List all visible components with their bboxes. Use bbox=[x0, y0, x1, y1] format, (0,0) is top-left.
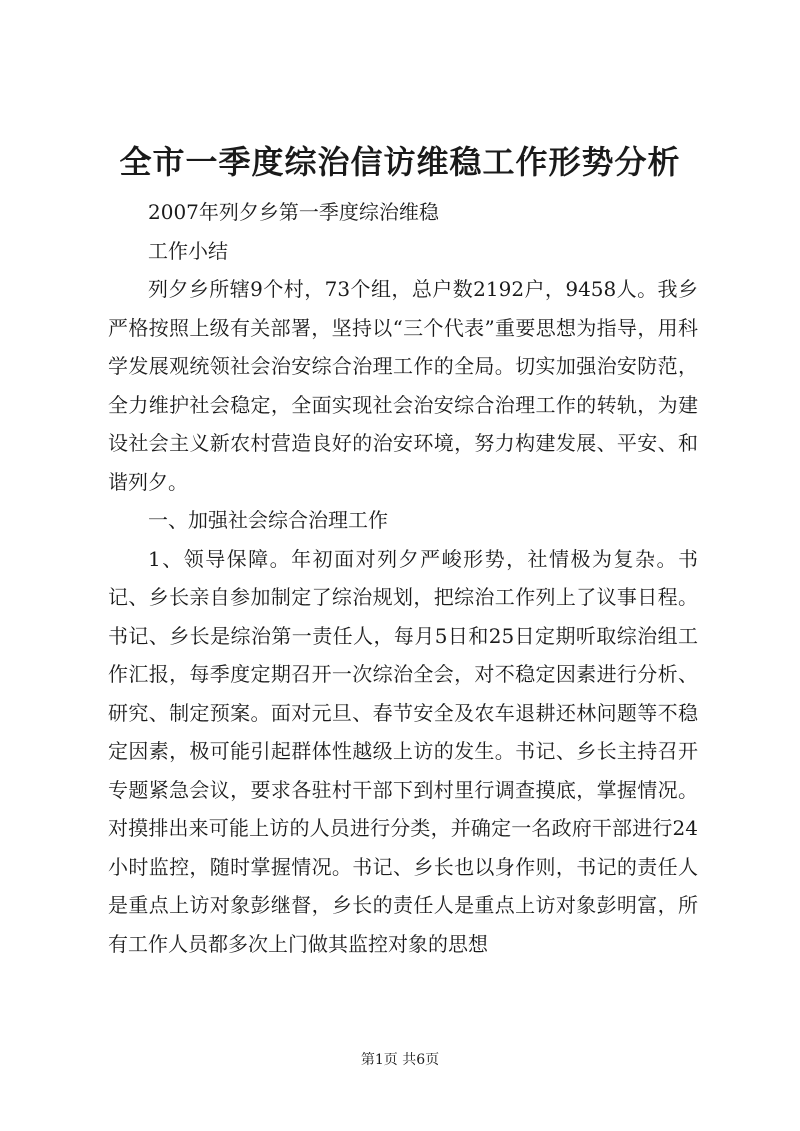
section-paragraph: 1、领导保障。年初面对列夕严峻形势，社情极为复杂。书记、乡长亲自参加制定了综治规划，把综治工作列上了议事日程。书记、乡长是综治第一责任人，每月5日和25日定期听取综治组工作汇报，每季度定期召开一次综治全会，对不稳定因素进行分析、研究、制定预案。面对元旦、春节安全及农车退耕还林问题等不稳定因素，极可能引起群体性越级上访的发生。书记、乡长主持召开专题紧急会议，要求各驻村干部下到村里行调查摸底，掌握情况。对摸排出来可能上访的人员进行分类，并确定一名政府干部进行24小时监控，随时掌握情况。书记、乡长也以身作则，书记的责任人是重点上访对象彭继督，乡长的责任人是重点上访对象彭明富，所有工作人员都多次上门做其监控对象的思想 bbox=[108, 546, 698, 956]
subtitle-line-2: 工作小结 bbox=[148, 238, 228, 263]
section-heading: 一、加强社会综合治理工作 bbox=[148, 508, 388, 532]
document-body bbox=[108, 193, 698, 963]
subtitle-line-1: 2007年列夕乡第一季度综治维稳 bbox=[148, 200, 439, 224]
intro-paragraph: 列夕乡所辖9个村，73个组，总户数2192户，9458人。我乡严格按照上级有关部署，坚持以“三个代表”重要思想为指导，用科学发展观统领社会治安综合治理工作的全局。切实加强治安防范，全力维护社会稳定，全面实现社会治安综合治理工作的转轨，为建设社会主义新农村营造良好的治安环境，努力构建发展、平安、和谐列夕。 bbox=[108, 277, 698, 494]
page-title: 全市一季度综治信访维稳工作形势分析 bbox=[119, 143, 681, 181]
page-footer: 第1页 共6页 bbox=[360, 1052, 440, 1068]
